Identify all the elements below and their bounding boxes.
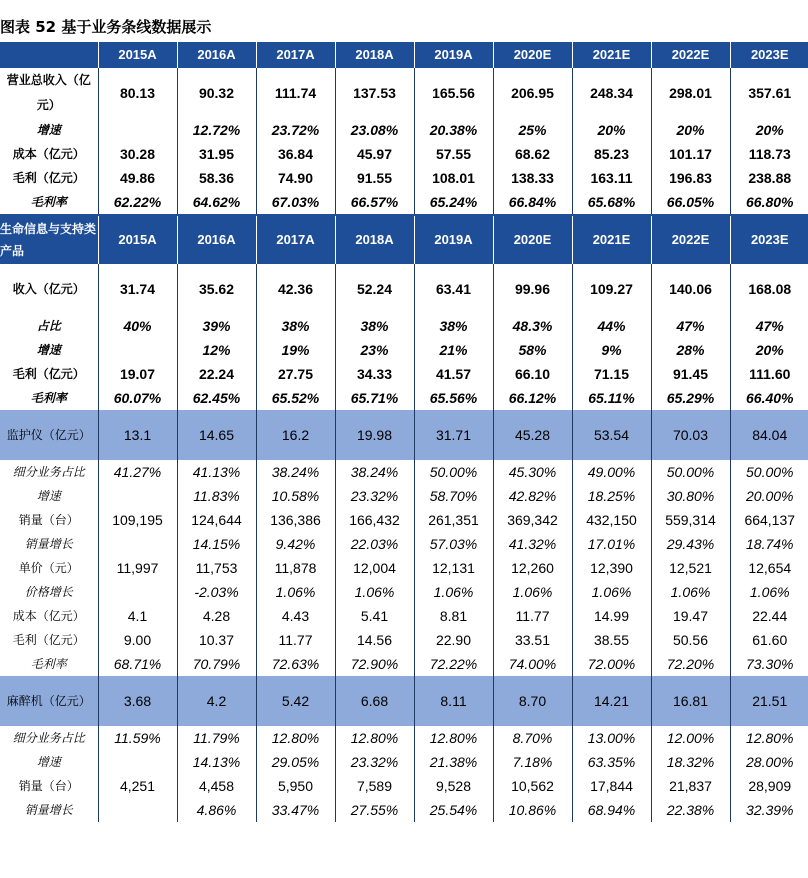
- value-cell: 41.27%: [98, 460, 177, 484]
- value-cell: 1.06%: [256, 580, 335, 604]
- table-row: [0, 750, 808, 774]
- value-cell: [98, 532, 177, 556]
- row-label-cell: 销量（台）: [0, 508, 98, 532]
- value-cell: 80.13: [98, 68, 177, 118]
- value-cell: 25.54%: [414, 798, 493, 822]
- value-cell: 12,390: [572, 556, 651, 580]
- year-header-cell: 2017A: [256, 42, 335, 68]
- value-cell: 29.05%: [256, 750, 335, 774]
- value-cell: 13.00%: [572, 726, 651, 750]
- value-cell: [98, 484, 177, 508]
- value-cell: 11,878: [256, 556, 335, 580]
- value-cell: 11,997: [98, 556, 177, 580]
- value-cell: 20.38%: [414, 118, 493, 142]
- year-header-cell: 2023E: [730, 42, 808, 68]
- value-cell: 12.80%: [414, 726, 493, 750]
- value-cell: 21.51: [730, 676, 808, 726]
- value-cell: 12.80%: [746, 730, 794, 746]
- value-cell: 40%: [98, 314, 177, 338]
- value-cell: 124,644: [177, 508, 256, 532]
- value-cell: 33.47%: [256, 798, 335, 822]
- value-cell: 73.30%: [746, 656, 794, 672]
- value-cell: 68.62: [493, 142, 572, 166]
- value-cell: 7.18%: [493, 750, 572, 774]
- table-row: [0, 774, 808, 798]
- value-cell: 168.08: [748, 281, 792, 297]
- value-cell: 19.47: [651, 604, 730, 628]
- value-cell: 18.32%: [651, 750, 730, 774]
- value-cell: 41.32%: [493, 532, 572, 556]
- row-label-cell: 增速: [0, 750, 98, 774]
- value-cell: 111.60: [749, 366, 791, 382]
- value-cell: 4.43: [256, 604, 335, 628]
- table-row: [0, 580, 808, 604]
- value-cell: 140.06: [651, 264, 730, 314]
- value-cell: 52.24: [335, 264, 414, 314]
- value-cell: 38%: [335, 314, 414, 338]
- value-cell: 16.2: [256, 410, 335, 460]
- value-cell: 65.71%: [335, 386, 414, 410]
- value-cell: 27.55%: [335, 798, 414, 822]
- value-cell: 70.79%: [177, 652, 256, 676]
- value-cell: [98, 750, 177, 774]
- value-cell: 10.58%: [256, 484, 335, 508]
- row-label-cell: 成本（亿元）: [0, 604, 98, 628]
- value-cell: 23.32%: [335, 484, 414, 508]
- row-label-cell: 毛利率: [0, 190, 98, 215]
- row-label-cell: 毛利率: [0, 386, 98, 410]
- value-cell: 18.74%: [746, 536, 794, 552]
- value-cell: 31.95: [177, 142, 256, 166]
- table-header-row: [0, 215, 808, 264]
- table-row: [0, 142, 808, 166]
- value-cell: 12.72%: [177, 118, 256, 142]
- table-row: [0, 604, 808, 628]
- value-cell: 22.44: [752, 608, 788, 624]
- value-cell: 109.27: [572, 264, 651, 314]
- value-cell: 68.94%: [572, 798, 651, 822]
- row-label-cell: 增速: [0, 118, 98, 142]
- value-cell: 50.00%: [651, 460, 730, 484]
- value-cell: 1.06%: [493, 580, 572, 604]
- year-header-cell: 2016A: [177, 42, 256, 68]
- value-cell: 248.34: [572, 68, 651, 118]
- table-row: [0, 676, 808, 726]
- value-cell: [98, 118, 177, 142]
- value-cell: 99.96: [493, 264, 572, 314]
- value-cell: 53.54: [572, 410, 651, 460]
- value-cell: 166,432: [335, 508, 414, 532]
- value-cell: 12.80%: [256, 726, 335, 750]
- row-label-cell: 销量增长: [0, 532, 98, 556]
- year-header-cell: 2015A: [98, 215, 177, 264]
- value-cell: 72.00%: [572, 652, 651, 676]
- year-header-cell: 2019A: [414, 42, 493, 68]
- value-cell: 21,837: [651, 774, 730, 798]
- value-cell: 238.88: [748, 170, 792, 186]
- value-cell: 16.81: [651, 676, 730, 726]
- value-cell: 63.35%: [572, 750, 651, 774]
- year-header-cell: 2018A: [335, 215, 414, 264]
- table-row: [0, 166, 808, 190]
- value-cell: 62.45%: [177, 386, 256, 410]
- value-cell: 36.84: [256, 142, 335, 166]
- value-cell: 38.55: [572, 628, 651, 652]
- value-cell: 4.28: [177, 604, 256, 628]
- value-cell: 261,351: [414, 508, 493, 532]
- value-cell: 84.04: [730, 410, 808, 460]
- value-cell: 4.1: [98, 604, 177, 628]
- value-cell: 50.00%: [746, 464, 794, 480]
- row-label-cell: 占比: [0, 314, 98, 338]
- header-label-cell: [0, 42, 98, 68]
- value-cell: 38%: [414, 314, 493, 338]
- year-header-cell: 2017A: [256, 215, 335, 264]
- value-cell: 90.32: [177, 68, 256, 118]
- row-label-cell: 营业总收入（亿元）: [0, 68, 98, 118]
- table-row: [0, 362, 808, 386]
- value-cell: 65.11%: [572, 386, 651, 410]
- value-cell: 14.13%: [177, 750, 256, 774]
- value-cell: 3.68: [98, 676, 177, 726]
- row-label-cell: 监护仪（亿元）: [0, 410, 98, 460]
- value-cell: 22.24: [177, 362, 256, 386]
- value-cell: 23.32%: [335, 750, 414, 774]
- value-cell: 369,342: [493, 508, 572, 532]
- value-cell: 12.00%: [651, 726, 730, 750]
- value-cell: 47%: [651, 314, 730, 338]
- value-cell: 29.43%: [651, 532, 730, 556]
- value-cell: 137.53: [335, 68, 414, 118]
- value-cell: 20%: [572, 118, 651, 142]
- value-cell: [98, 798, 177, 822]
- table-row: [0, 410, 808, 460]
- value-cell: 66.12%: [493, 386, 572, 410]
- value-cell: 33.51: [493, 628, 572, 652]
- value-cell: 14.15%: [177, 532, 256, 556]
- value-cell: 8.81: [414, 604, 493, 628]
- value-cell: 72.63%: [256, 652, 335, 676]
- value-cell: [98, 580, 177, 604]
- value-cell: 109,195: [98, 508, 177, 532]
- value-cell: 12.80%: [335, 726, 414, 750]
- value-cell: 5,950: [256, 774, 335, 798]
- value-cell: 45.30%: [493, 460, 572, 484]
- value-cell: 41.13%: [177, 460, 256, 484]
- value-cell: 28.00%: [746, 754, 794, 770]
- value-cell: 35.62: [177, 264, 256, 314]
- value-cell: 62.22%: [98, 190, 177, 215]
- table-row: [0, 726, 808, 750]
- value-cell: [98, 338, 177, 362]
- value-cell: 118.73: [748, 146, 791, 162]
- year-header-cell: 2022E: [651, 215, 730, 264]
- value-cell: 28,909: [748, 778, 792, 794]
- value-cell: 58%: [493, 338, 572, 362]
- value-cell: 65.24%: [414, 190, 493, 215]
- value-cell: 34.33: [335, 362, 414, 386]
- value-cell: 66.57%: [335, 190, 414, 215]
- value-cell: 1.06%: [335, 580, 414, 604]
- value-cell: 12,004: [335, 556, 414, 580]
- value-cell: 72.90%: [335, 652, 414, 676]
- value-cell: 1.06%: [572, 580, 651, 604]
- year-header-cell: 2023E: [730, 215, 808, 264]
- value-cell: 20.00%: [746, 488, 794, 504]
- value-cell: 50.00%: [414, 460, 493, 484]
- value-cell: 14.65: [177, 410, 256, 460]
- value-cell: 17,844: [572, 774, 651, 798]
- value-cell: 14.56: [335, 628, 414, 652]
- value-cell: 47%: [755, 318, 784, 334]
- row-label-cell: 细分业务占比: [0, 460, 98, 484]
- value-cell: 9,528: [414, 774, 493, 798]
- value-cell: 11.77: [256, 628, 335, 652]
- value-cell: 45.97: [335, 142, 414, 166]
- value-cell: 20%: [755, 122, 784, 138]
- value-cell: 11.79%: [177, 726, 256, 750]
- value-cell: 10.86%: [493, 798, 572, 822]
- value-cell: 91.45: [651, 362, 730, 386]
- row-label-cell: 收入（亿元）: [0, 264, 98, 314]
- value-cell: 20%: [651, 118, 730, 142]
- table-row: [0, 314, 808, 338]
- value-cell: 74.00%: [493, 652, 572, 676]
- row-label-cell: 毛利（亿元）: [0, 628, 98, 652]
- value-cell: 138.33: [493, 166, 572, 190]
- value-cell: 432,150: [572, 508, 651, 532]
- value-cell: 66.10: [493, 362, 572, 386]
- value-cell: 23.72%: [256, 118, 335, 142]
- value-cell: 11.59%: [98, 726, 177, 750]
- value-cell: 8.70: [493, 676, 572, 726]
- value-cell: 91.55: [335, 166, 414, 190]
- value-cell: 11.83%: [177, 484, 256, 508]
- business-line-table: [0, 42, 808, 822]
- value-cell: 165.56: [414, 68, 493, 118]
- value-cell: 31.71: [414, 410, 493, 460]
- value-cell: 65.56%: [414, 386, 493, 410]
- value-cell: 19%: [256, 338, 335, 362]
- figure-title: 图表 52 基于业务条线数据展示: [0, 18, 212, 36]
- value-cell: 22.38%: [651, 798, 730, 822]
- value-cell: 206.95: [493, 68, 572, 118]
- value-cell: 74.90: [256, 166, 335, 190]
- value-cell: 38.24%: [256, 460, 335, 484]
- year-header-cell: 2022E: [651, 42, 730, 68]
- value-cell: 21%: [414, 338, 493, 362]
- value-cell: 64.62%: [177, 190, 256, 215]
- value-cell: 49.86: [98, 166, 177, 190]
- value-cell: 61.60: [752, 632, 788, 648]
- value-cell: 664,137: [744, 512, 796, 528]
- value-cell: 136,386: [256, 508, 335, 532]
- value-cell: 9.00: [98, 628, 177, 652]
- row-label-cell: 单价（元）: [0, 556, 98, 580]
- year-header-cell: 2018A: [335, 42, 414, 68]
- value-cell: 1.06%: [651, 580, 730, 604]
- value-cell: 357.61: [748, 85, 792, 101]
- value-cell: 70.03: [651, 410, 730, 460]
- value-cell: 12,654: [748, 560, 792, 576]
- value-cell: 42.82%: [493, 484, 572, 508]
- year-header-cell: 2015A: [98, 42, 177, 68]
- value-cell: 559,314: [651, 508, 730, 532]
- value-cell: 196.83: [651, 166, 730, 190]
- table-row: [0, 264, 808, 314]
- value-cell: 8.11: [414, 676, 493, 726]
- value-cell: 11,753: [177, 556, 256, 580]
- value-cell: 44%: [572, 314, 651, 338]
- value-cell: 21.38%: [414, 750, 493, 774]
- row-label-cell: 麻醉机（亿元）: [0, 676, 98, 726]
- value-cell: 4.86%: [177, 798, 256, 822]
- row-label-cell: 增速: [0, 484, 98, 508]
- value-cell: 30.80%: [651, 484, 730, 508]
- value-cell: 38%: [256, 314, 335, 338]
- value-cell: 17.01%: [572, 532, 651, 556]
- value-cell: 68.71%: [98, 652, 177, 676]
- value-cell: 7,589: [335, 774, 414, 798]
- value-cell: 5.41: [335, 604, 414, 628]
- value-cell: 14.99: [572, 604, 651, 628]
- value-cell: 57.55: [414, 142, 493, 166]
- table-row: [0, 652, 808, 676]
- table-row: [0, 628, 808, 652]
- year-header-cell: 2020E: [493, 215, 572, 264]
- value-cell: 9.42%: [256, 532, 335, 556]
- value-cell: 50.56: [651, 628, 730, 652]
- value-cell: 65.52%: [256, 386, 335, 410]
- table-row: [0, 190, 808, 215]
- table-row: [0, 798, 808, 822]
- value-cell: 27.75: [256, 362, 335, 386]
- value-cell: 298.01: [651, 68, 730, 118]
- year-header-cell: 2016A: [177, 215, 256, 264]
- value-cell: 57.03%: [414, 532, 493, 556]
- value-cell: 49.00%: [572, 460, 651, 484]
- value-cell: 20%: [755, 342, 784, 358]
- value-cell: 42.36: [256, 264, 335, 314]
- row-label-cell: 毛利（亿元）: [0, 362, 98, 386]
- value-cell: 4,251: [98, 774, 177, 798]
- value-cell: 1.06%: [749, 584, 790, 600]
- value-cell: 65.29%: [651, 386, 730, 410]
- value-cell: 63.41: [414, 264, 493, 314]
- value-cell: 23.08%: [335, 118, 414, 142]
- value-cell: 12,521: [651, 556, 730, 580]
- value-cell: 30.28: [98, 142, 177, 166]
- value-cell: 1.06%: [414, 580, 493, 604]
- value-cell: 66.05%: [651, 190, 730, 215]
- value-cell: 85.23: [572, 142, 651, 166]
- value-cell: 66.84%: [493, 190, 572, 215]
- table-row: [0, 556, 808, 580]
- table-row: [0, 532, 808, 556]
- value-cell: 12,131: [414, 556, 493, 580]
- row-label-cell: 价格增长: [0, 580, 98, 604]
- value-cell: 38.24%: [335, 460, 414, 484]
- value-cell: 45.28: [493, 410, 572, 460]
- value-cell: 14.21: [572, 676, 651, 726]
- value-cell: 72.22%: [414, 652, 493, 676]
- table-header-row: [0, 42, 808, 68]
- value-cell: 39%: [177, 314, 256, 338]
- table-row: [0, 508, 808, 532]
- table-row: [0, 484, 808, 508]
- value-cell: 111.74: [256, 68, 335, 118]
- year-header-cell: 2020E: [493, 42, 572, 68]
- row-label-cell: 销量增长: [0, 798, 98, 822]
- value-cell: 9%: [572, 338, 651, 362]
- year-header-cell: 2021E: [572, 42, 651, 68]
- value-cell: 10.37: [177, 628, 256, 652]
- value-cell: 18.25%: [572, 484, 651, 508]
- value-cell: 66.40%: [746, 390, 794, 406]
- value-cell: 4,458: [177, 774, 256, 798]
- value-cell: 31.74: [98, 264, 177, 314]
- value-cell: 8.70%: [493, 726, 572, 750]
- year-header-cell: 2021E: [572, 215, 651, 264]
- value-cell: 71.15: [572, 362, 651, 386]
- value-cell: 19.07: [98, 362, 177, 386]
- table-row: [0, 338, 808, 362]
- value-cell: 12,260: [493, 556, 572, 580]
- value-cell: 22.90: [414, 628, 493, 652]
- value-cell: 25%: [493, 118, 572, 142]
- value-cell: 67.03%: [256, 190, 335, 215]
- value-cell: 32.39%: [746, 802, 794, 818]
- value-cell: 22.03%: [335, 532, 414, 556]
- header-label-cell: 生命信息与支持类产品: [0, 215, 98, 264]
- value-cell: 10,562: [493, 774, 572, 798]
- value-cell: 28%: [651, 338, 730, 362]
- year-header-cell: 2019A: [414, 215, 493, 264]
- value-cell: 108.01: [414, 166, 493, 190]
- value-cell: -2.03%: [177, 580, 256, 604]
- value-cell: 11.77: [493, 604, 572, 628]
- value-cell: 101.17: [651, 142, 730, 166]
- table-row: [0, 68, 808, 118]
- value-cell: 60.07%: [98, 386, 177, 410]
- table-row: [0, 386, 808, 410]
- value-cell: 19.98: [335, 410, 414, 460]
- row-label-cell: 成本（亿元）: [0, 142, 98, 166]
- value-cell: 72.20%: [651, 652, 730, 676]
- value-cell: 5.42: [256, 676, 335, 726]
- table-row: [0, 118, 808, 142]
- row-label-cell: 增速: [0, 338, 98, 362]
- row-label-cell: 细分业务占比: [0, 726, 98, 750]
- value-cell: 12%: [177, 338, 256, 362]
- value-cell: 65.68%: [572, 190, 651, 215]
- value-cell: 48.3%: [493, 314, 572, 338]
- row-label-cell: 销量（台）: [0, 774, 98, 798]
- value-cell: 41.57: [414, 362, 493, 386]
- value-cell: 13.1: [98, 410, 177, 460]
- value-cell: 6.68: [335, 676, 414, 726]
- row-label-cell: 毛利率: [0, 652, 98, 676]
- row-label-cell: 毛利（亿元）: [0, 166, 98, 190]
- value-cell: 163.11: [572, 166, 651, 190]
- value-cell: 66.80%: [730, 190, 808, 215]
- value-cell: 23%: [335, 338, 414, 362]
- value-cell: 4.2: [177, 676, 256, 726]
- value-cell: 58.36: [177, 166, 256, 190]
- table-row: [0, 460, 808, 484]
- value-cell: 58.70%: [414, 484, 493, 508]
